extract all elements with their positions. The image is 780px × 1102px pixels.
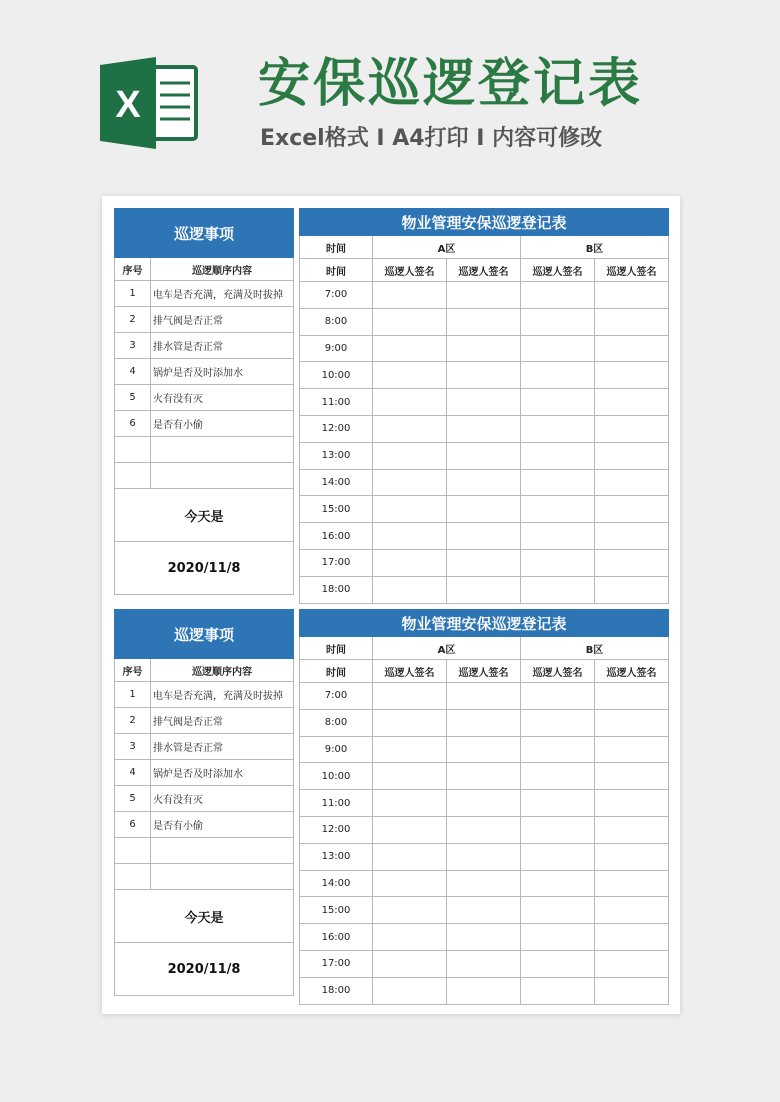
log-row: [300, 870, 669, 897]
signature-cell[interactable]: [373, 442, 447, 469]
time-cell: 15:00: [300, 897, 373, 924]
time-cell: 9:00: [300, 736, 373, 763]
signer-header: 巡逻人签名: [447, 259, 521, 282]
log-row: [300, 469, 669, 496]
signature-cell[interactable]: [447, 308, 521, 335]
time-cell: 16:00: [300, 523, 373, 550]
signature-cell[interactable]: [373, 924, 447, 951]
time-cell: 17:00: [300, 549, 373, 576]
signature-cell[interactable]: [373, 950, 447, 977]
log-row: [300, 335, 669, 362]
date-value: 2020/11/8: [115, 542, 294, 595]
log-rows: [300, 282, 669, 604]
time-cell: 16:00: [300, 924, 373, 951]
signature-cell[interactable]: [521, 523, 595, 550]
signature-cell[interactable]: [521, 389, 595, 416]
col-header-no: 序号: [115, 659, 151, 682]
item-text: 排气阀是否正常: [151, 708, 294, 734]
col-header-content: 巡逻顺序内容: [151, 659, 294, 682]
item-no: 3: [115, 333, 151, 359]
item-no: 6: [115, 812, 151, 838]
item-no: 6: [115, 411, 151, 437]
time-cell: 18:00: [300, 977, 373, 1004]
time-cell: 15:00: [300, 496, 373, 523]
signature-cell[interactable]: [595, 282, 669, 309]
item-no: 2: [115, 307, 151, 333]
item-text: 火有没有灭: [151, 385, 294, 411]
log-rows: [300, 683, 669, 1005]
log-row: [300, 977, 669, 1004]
zone-a-header: A区: [373, 637, 521, 660]
time-header: 时间: [300, 236, 373, 259]
document-paper: [102, 196, 680, 1014]
signature-cell[interactable]: [447, 950, 521, 977]
signature-cell[interactable]: [447, 282, 521, 309]
signature-cell[interactable]: [373, 415, 447, 442]
signature-cell[interactable]: [447, 496, 521, 523]
signature-cell[interactable]: [595, 790, 669, 817]
signer-header: 巡逻人签名: [373, 259, 447, 282]
signature-cell[interactable]: [373, 683, 447, 710]
signature-cell[interactable]: [447, 442, 521, 469]
signature-cell[interactable]: [373, 576, 447, 603]
signature-cell[interactable]: [447, 576, 521, 603]
signature-cell[interactable]: [521, 335, 595, 362]
signature-cell[interactable]: [595, 736, 669, 763]
signer-header: 巡逻人签名: [595, 259, 669, 282]
signature-cell[interactable]: [447, 816, 521, 843]
patrol-items-table: [114, 609, 294, 996]
log-row: [300, 683, 669, 710]
signature-cell[interactable]: [447, 843, 521, 870]
signer-header: 巡逻人签名: [521, 660, 595, 683]
signature-cell[interactable]: [373, 736, 447, 763]
today-label: 今天是: [115, 890, 294, 943]
page-title: 安保巡逻登记表: [258, 54, 644, 114]
item-no: 5: [115, 786, 151, 812]
log-row: [300, 736, 669, 763]
blank-cell: [151, 437, 294, 463]
signature-cell[interactable]: [447, 415, 521, 442]
blank-cell: [115, 838, 151, 864]
signature-cell[interactable]: [373, 790, 447, 817]
signature-cell[interactable]: [447, 335, 521, 362]
log-row: [300, 576, 669, 603]
log-title: 物业管理安保巡逻登记表: [300, 610, 669, 637]
signature-cell[interactable]: [373, 308, 447, 335]
time-header: 时间: [300, 660, 373, 683]
log-row: [300, 496, 669, 523]
time-cell: 13:00: [300, 843, 373, 870]
signature-cell[interactable]: [595, 843, 669, 870]
signature-cell[interactable]: [595, 442, 669, 469]
item-text: 排水管是否正常: [151, 734, 294, 760]
signature-cell[interactable]: [447, 897, 521, 924]
patrol-items-title: 巡逻事项: [115, 610, 294, 659]
item-no: 1: [115, 281, 151, 307]
signature-cell[interactable]: [373, 709, 447, 736]
col-header-no: 序号: [115, 258, 151, 281]
signature-cell[interactable]: [447, 736, 521, 763]
signature-cell[interactable]: [373, 362, 447, 389]
signature-cell[interactable]: [447, 924, 521, 951]
item-text: 锅炉是否及时添加水: [151, 359, 294, 385]
log-row: [300, 897, 669, 924]
log-row: [300, 415, 669, 442]
signature-cell[interactable]: [521, 816, 595, 843]
today-label: 今天是: [115, 489, 294, 542]
signature-cell[interactable]: [521, 736, 595, 763]
signature-cell[interactable]: [521, 709, 595, 736]
signature-cell[interactable]: [595, 763, 669, 790]
signature-cell[interactable]: [521, 924, 595, 951]
signature-cell[interactable]: [521, 549, 595, 576]
time-header: 时间: [300, 637, 373, 660]
signature-cell[interactable]: [373, 977, 447, 1004]
signature-cell[interactable]: [521, 790, 595, 817]
signature-cell[interactable]: [373, 469, 447, 496]
time-cell: 13:00: [300, 442, 373, 469]
signature-cell[interactable]: [447, 870, 521, 897]
item-text: 是否有小偷: [151, 812, 294, 838]
excel-logo-icon: [100, 57, 200, 149]
time-cell: 10:00: [300, 362, 373, 389]
signature-cell[interactable]: [447, 709, 521, 736]
time-cell: 12:00: [300, 415, 373, 442]
item-no: 3: [115, 734, 151, 760]
log-row: [300, 790, 669, 817]
log-row: [300, 843, 669, 870]
col-header-content: 巡逻顺序内容: [151, 258, 294, 281]
log-row: [300, 442, 669, 469]
signature-cell[interactable]: [447, 362, 521, 389]
signature-cell[interactable]: [595, 362, 669, 389]
signature-cell[interactable]: [447, 683, 521, 710]
log-row: [300, 950, 669, 977]
zone-b-header: B区: [521, 236, 669, 259]
signature-cell[interactable]: [521, 469, 595, 496]
item-no: 2: [115, 708, 151, 734]
signature-cell[interactable]: [521, 496, 595, 523]
blank-cell: [115, 463, 151, 489]
item-text: 电车是否充满，充满及时拔掉: [151, 682, 294, 708]
item-text: 锅炉是否及时添加水: [151, 760, 294, 786]
patrol-items-title: 巡逻事项: [115, 209, 294, 258]
signature-cell[interactable]: [447, 389, 521, 416]
signature-cell[interactable]: [595, 924, 669, 951]
patrol-log-table: [299, 208, 669, 604]
signer-header: 巡逻人签名: [447, 660, 521, 683]
signature-cell[interactable]: [373, 816, 447, 843]
signer-header: 巡逻人签名: [373, 660, 447, 683]
signature-cell[interactable]: [447, 549, 521, 576]
log-row: [300, 362, 669, 389]
signature-cell[interactable]: [595, 335, 669, 362]
log-row: [300, 709, 669, 736]
time-cell: 8:00: [300, 308, 373, 335]
blank-cell: [151, 838, 294, 864]
signature-cell[interactable]: [595, 816, 669, 843]
signature-cell[interactable]: [521, 415, 595, 442]
blank-cell: [151, 864, 294, 890]
signature-cell[interactable]: [447, 790, 521, 817]
log-title: 物业管理安保巡逻登记表: [300, 209, 669, 236]
log-row: [300, 549, 669, 576]
signature-cell[interactable]: [595, 709, 669, 736]
signature-cell[interactable]: [373, 763, 447, 790]
log-row: [300, 763, 669, 790]
signature-cell[interactable]: [521, 576, 595, 603]
signer-header: 巡逻人签名: [595, 660, 669, 683]
signature-cell[interactable]: [447, 763, 521, 790]
item-text: 排水管是否正常: [151, 333, 294, 359]
signature-cell[interactable]: [595, 496, 669, 523]
signature-cell[interactable]: [595, 523, 669, 550]
signature-cell[interactable]: [447, 469, 521, 496]
log-row: [300, 389, 669, 416]
page-subtitle: Excel格式 I A4打印 I 内容可修改: [260, 126, 603, 151]
item-text: 是否有小偷: [151, 411, 294, 437]
blank-cell: [115, 864, 151, 890]
signature-cell[interactable]: [595, 683, 669, 710]
signature-cell[interactable]: [373, 897, 447, 924]
signature-cell[interactable]: [595, 389, 669, 416]
item-no: 5: [115, 385, 151, 411]
patrol-log-table: [299, 609, 669, 1005]
time-header: 时间: [300, 259, 373, 282]
time-cell: 9:00: [300, 335, 373, 362]
signer-header: 巡逻人签名: [521, 259, 595, 282]
time-cell: 7:00: [300, 282, 373, 309]
signature-cell[interactable]: [595, 950, 669, 977]
time-cell: 8:00: [300, 709, 373, 736]
blank-cell: [151, 463, 294, 489]
signature-cell[interactable]: [595, 897, 669, 924]
signature-cell[interactable]: [373, 523, 447, 550]
signature-cell[interactable]: [521, 282, 595, 309]
time-cell: 11:00: [300, 790, 373, 817]
signature-cell[interactable]: [595, 415, 669, 442]
log-row: [300, 924, 669, 951]
time-cell: 17:00: [300, 950, 373, 977]
log-row: [300, 816, 669, 843]
signature-cell[interactable]: [447, 977, 521, 1004]
signature-cell[interactable]: [595, 549, 669, 576]
signature-cell[interactable]: [373, 549, 447, 576]
signature-cell[interactable]: [521, 683, 595, 710]
signature-cell[interactable]: [373, 335, 447, 362]
signature-cell[interactable]: [595, 977, 669, 1004]
blank-cell: [115, 437, 151, 463]
time-cell: 7:00: [300, 683, 373, 710]
signature-cell[interactable]: [521, 763, 595, 790]
signature-cell[interactable]: [595, 576, 669, 603]
item-no: 1: [115, 682, 151, 708]
time-cell: 11:00: [300, 389, 373, 416]
zone-a-header: A区: [373, 236, 521, 259]
signature-cell[interactable]: [373, 870, 447, 897]
signature-cell[interactable]: [595, 469, 669, 496]
time-cell: 14:00: [300, 870, 373, 897]
signature-cell[interactable]: [521, 843, 595, 870]
patrol-items-table: [114, 208, 294, 595]
item-text: 火有没有灭: [151, 786, 294, 812]
signature-cell[interactable]: [373, 389, 447, 416]
signature-cell[interactable]: [595, 870, 669, 897]
log-row: [300, 523, 669, 550]
item-text: 电车是否充满，充满及时拔掉: [151, 281, 294, 307]
item-no: 4: [115, 359, 151, 385]
logo-letter: X: [115, 84, 141, 126]
log-row: [300, 308, 669, 335]
signature-cell[interactable]: [521, 897, 595, 924]
log-row: [300, 282, 669, 309]
item-no: 4: [115, 760, 151, 786]
signature-cell[interactable]: [373, 282, 447, 309]
time-cell: 14:00: [300, 469, 373, 496]
signature-cell[interactable]: [373, 496, 447, 523]
zone-b-header: B区: [521, 637, 669, 660]
signature-cell[interactable]: [595, 308, 669, 335]
signature-cell[interactable]: [447, 523, 521, 550]
signature-cell[interactable]: [521, 870, 595, 897]
item-text: 排气阀是否正常: [151, 307, 294, 333]
signature-cell[interactable]: [373, 843, 447, 870]
signature-cell[interactable]: [521, 362, 595, 389]
signature-cell[interactable]: [521, 308, 595, 335]
time-cell: 10:00: [300, 763, 373, 790]
time-cell: 18:00: [300, 576, 373, 603]
signature-cell[interactable]: [521, 977, 595, 1004]
signature-cell[interactable]: [521, 950, 595, 977]
time-cell: 12:00: [300, 816, 373, 843]
date-value: 2020/11/8: [115, 943, 294, 996]
signature-cell[interactable]: [521, 442, 595, 469]
